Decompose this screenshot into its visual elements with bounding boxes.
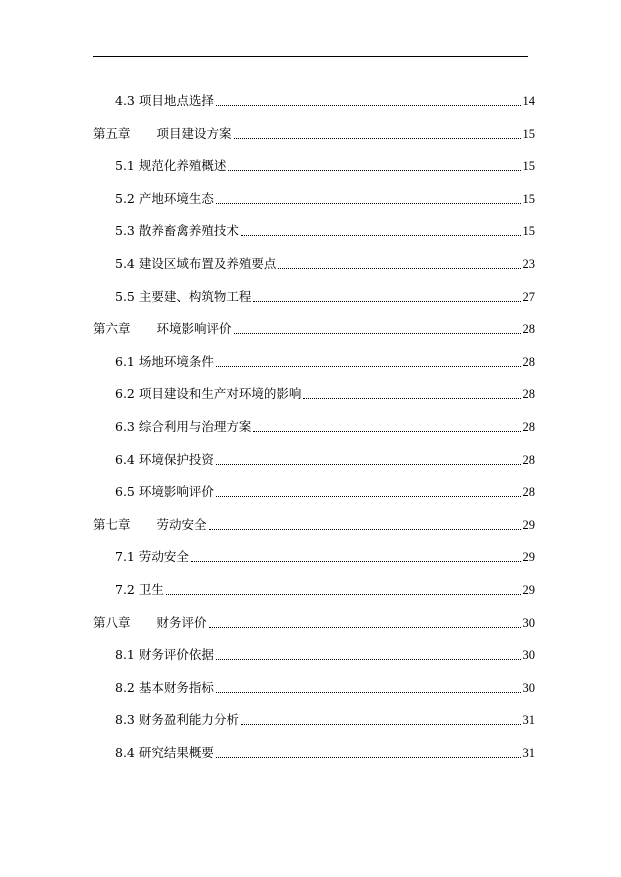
toc-leader-dots [216, 105, 521, 106]
toc-entry-number: 6.3 [115, 419, 135, 434]
toc-entry[interactable] [0, 154, 621, 176]
toc-entry-title: 劳动安全 [156, 516, 207, 532]
toc-entry-title: 综合利用与治理方案 [138, 419, 252, 434]
toc-entry-title: 基本财务指标 [138, 679, 214, 695]
toc-entry-page-number: 28 [522, 420, 535, 434]
toc-entry-title: 项目建设和生产对环境的影响 [138, 386, 302, 402]
toc-entry[interactable] [0, 448, 621, 470]
toc-leader-dots [209, 627, 521, 628]
toc-entry[interactable] [0, 415, 621, 437]
toc-entry[interactable] [0, 643, 621, 665]
toc-entry-title: 财务评价依据 [138, 647, 214, 663]
toc-entry-number: 5.2 [115, 190, 135, 206]
toc-leader-dots [253, 431, 520, 432]
toc-entry-page-number: 23 [522, 257, 535, 271]
toc-entry-number: 5.5 [115, 288, 135, 304]
toc-entry-label [115, 256, 276, 272]
toc-entry-page-number: 15 [522, 224, 535, 239]
toc-entry[interactable] [0, 89, 621, 111]
toc-entry-label [115, 484, 214, 500]
toc-entry-label [115, 680, 214, 696]
toc-leader-dots [166, 594, 521, 595]
toc-entry-number: 第八章 [93, 614, 131, 630]
toc-entry-number: 5.1 [115, 158, 135, 174]
toc-entry[interactable] [0, 676, 621, 698]
toc-entry[interactable] [0, 187, 621, 209]
toc-entry-label [115, 191, 214, 207]
toc-leader-dots [209, 529, 521, 530]
toc-entry-number: 4.3 [115, 93, 135, 108]
toc-entry-page-number: 28 [522, 387, 535, 402]
toc-entry-title: 劳动安全 [138, 549, 189, 565]
toc-entry-number: 6.2 [115, 386, 135, 402]
toc-entry-label [93, 126, 232, 142]
toc-entry-page-number: 31 [522, 746, 535, 760]
toc-entry[interactable] [0, 708, 621, 730]
toc-entry-page-number: 28 [522, 485, 535, 500]
toc-leader-dots [228, 170, 520, 171]
toc-entry[interactable] [0, 578, 621, 600]
toc-entry-number: 8.3 [115, 712, 135, 728]
toc-leader-dots [234, 333, 521, 334]
toc-entry-title: 环境保护投资 [138, 451, 214, 467]
toc-leader-dots [241, 724, 521, 725]
toc-entry[interactable] [0, 611, 621, 633]
toc-entry[interactable] [0, 480, 621, 502]
toc-entry[interactable] [0, 545, 621, 567]
toc-leader-dots [216, 659, 521, 660]
toc-entry[interactable] [0, 252, 621, 274]
toc-entry-label [115, 745, 214, 761]
toc-leader-dots [234, 138, 521, 139]
toc-leader-dots [216, 464, 521, 465]
toc-entry-title: 财务盈利能力分析 [138, 712, 239, 728]
toc-entry-page-number: 15 [522, 126, 535, 141]
toc-leader-dots [253, 301, 520, 302]
toc-entry-label [93, 321, 232, 337]
toc-entry-page-number: 29 [522, 517, 535, 532]
toc-entry-page-number: 29 [522, 550, 535, 565]
toc-entry-title: 产地环境生态 [138, 190, 214, 206]
toc-entry[interactable] [0, 350, 621, 372]
toc-entry-page-number: 29 [522, 583, 535, 597]
toc-entry[interactable] [0, 741, 621, 763]
toc-entry-number: 8.1 [115, 647, 135, 663]
toc-entry-number: 第五章 [93, 125, 131, 141]
toc-entry-page-number: 15 [522, 159, 535, 174]
header-rule [93, 56, 528, 57]
toc-leader-dots [216, 203, 521, 204]
toc-entry[interactable] [0, 317, 621, 339]
toc-entry-number: 5.3 [115, 223, 135, 239]
toc-entry[interactable] [0, 382, 621, 404]
toc-entry[interactable] [0, 513, 621, 535]
toc-entry-label [115, 158, 226, 174]
toc-entry-title: 建设区域布置及养殖要点 [138, 256, 277, 271]
toc-entry-title: 散养畜禽养殖技术 [138, 223, 239, 239]
toc-entry-number: 6.5 [115, 484, 135, 500]
toc-entry-title: 财务评价 [156, 614, 207, 630]
toc-entry-number: 第七章 [93, 516, 131, 532]
toc-entry-label [115, 289, 251, 305]
toc-entry-label [115, 549, 189, 565]
toc-entry-label [115, 582, 164, 598]
toc-leader-dots [303, 398, 520, 399]
toc-entry-number: 8.2 [115, 679, 135, 695]
toc-entry-title: 项目建设方案 [156, 125, 232, 141]
toc-entry-title: 规范化养殖概述 [138, 158, 227, 174]
toc-entry-label [115, 647, 214, 663]
toc-leader-dots [278, 268, 520, 269]
toc-entry-label [115, 419, 251, 435]
toc-entry-label [115, 452, 214, 468]
toc-entry-number: 5.4 [115, 256, 135, 271]
toc-entry[interactable] [0, 219, 621, 241]
toc-entry-label [115, 93, 214, 109]
toc-entry-number: 6.4 [115, 451, 135, 467]
toc-entry-page-number: 14 [522, 94, 535, 108]
toc-entry-page-number: 27 [522, 289, 535, 304]
toc-entry-label [115, 386, 301, 402]
toc-leader-dots [216, 757, 521, 758]
toc-entry-label [93, 615, 207, 631]
toc-entry-label [93, 517, 207, 533]
toc-entry-page-number: 28 [522, 452, 535, 467]
toc-entry-page-number: 30 [522, 615, 535, 630]
toc-entry-number: 7.1 [115, 549, 135, 565]
toc-leader-dots [216, 496, 521, 497]
toc-entry-title: 研究结果概要 [138, 745, 214, 760]
toc-entry[interactable] [0, 122, 621, 144]
toc-entry-page-number: 28 [522, 322, 535, 337]
toc-entry-number: 7.2 [115, 582, 135, 597]
toc-entry-title: 主要建、构筑物工程 [138, 288, 252, 304]
toc-entry-page-number: 30 [522, 648, 535, 663]
toc-entry-label [115, 354, 214, 370]
toc-entry-number: 8.4 [115, 745, 135, 760]
toc-entry-title: 环境影响评价 [156, 321, 232, 337]
toc-entry-number: 6.1 [115, 353, 135, 369]
toc-entry-number: 第六章 [93, 321, 131, 337]
toc-entry-label [115, 712, 239, 728]
toc-entry-title: 卫生 [138, 582, 164, 597]
toc-entry-label [115, 223, 239, 239]
toc-entry-title: 场地环境条件 [138, 353, 214, 369]
toc-entry-title: 项目地点选择 [138, 93, 214, 108]
toc-entry-page-number: 15 [522, 191, 535, 206]
toc-leader-dots [241, 235, 521, 236]
toc-leader-dots [216, 366, 521, 367]
toc-leader-dots [191, 561, 521, 562]
toc-entry-page-number: 31 [522, 713, 535, 728]
toc-leader-dots [216, 692, 521, 693]
toc-entry-title: 环境影响评价 [138, 484, 214, 500]
toc-entry[interactable] [0, 285, 621, 307]
toc-entry-page-number: 28 [522, 354, 535, 369]
toc-entry-page-number: 30 [522, 680, 535, 695]
